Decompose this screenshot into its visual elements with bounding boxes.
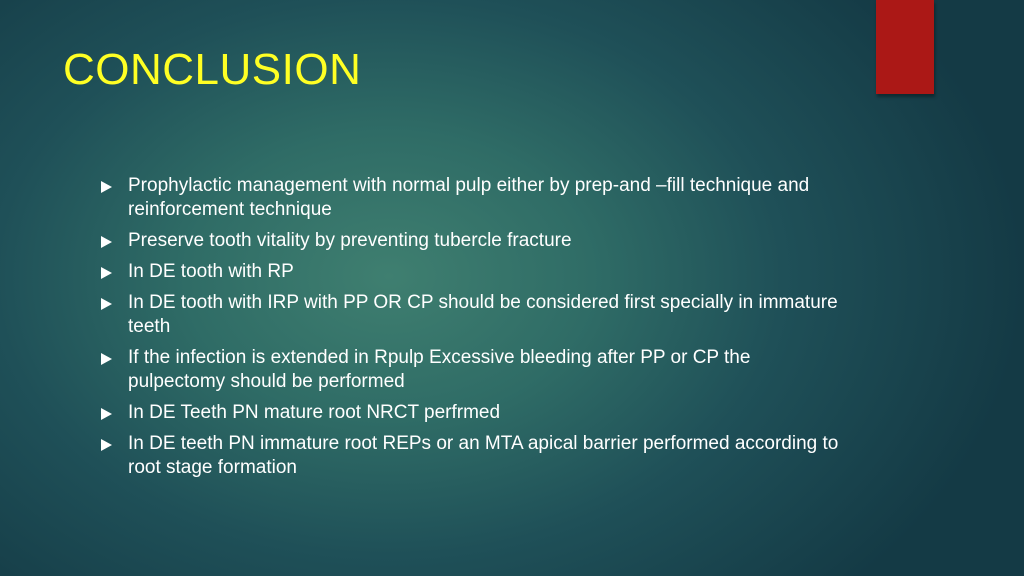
bullet-item: [101, 260, 841, 284]
bullet-text: In DE Teeth PN mature root NRCT perfrmed: [128, 402, 501, 423]
bullet-item: [101, 401, 841, 425]
triangle-right-icon: [101, 439, 112, 451]
slide-title: CONCLUSION: [63, 45, 362, 94]
bullet-item: [101, 174, 841, 222]
bullet-list: [101, 174, 841, 487]
bullet-item: [101, 346, 841, 394]
bullet-text: In DE tooth with RP: [128, 261, 294, 282]
triangle-right-icon: [101, 267, 112, 279]
bullet-text: In DE tooth with IRP with PP OR CP should be considered first specially in immature teeth: [128, 292, 838, 337]
red-accent-tab: [876, 0, 934, 94]
triangle-right-icon: [101, 298, 112, 310]
bullet-item: [101, 432, 841, 480]
bullet-item: [101, 291, 841, 339]
triangle-right-icon: [101, 236, 112, 248]
bullet-text: Prophylactic management with normal pulp either by prep-and –fill technique and reinforcement technique: [128, 175, 810, 220]
bullet-text: If the infection is extended in Rpulp Excessive bleeding after PP or CP the pulpectomy should be performed: [128, 347, 751, 392]
bullet-text: In DE teeth PN immature root REPs or an MTA apical barrier performed according to root stage formation: [128, 433, 839, 478]
triangle-right-icon: [101, 181, 112, 193]
triangle-right-icon: [101, 353, 112, 365]
triangle-right-icon: [101, 408, 112, 420]
bullet-item: [101, 229, 841, 253]
bullet-text: Preserve tooth vitality by preventing tubercle fracture: [128, 230, 572, 251]
